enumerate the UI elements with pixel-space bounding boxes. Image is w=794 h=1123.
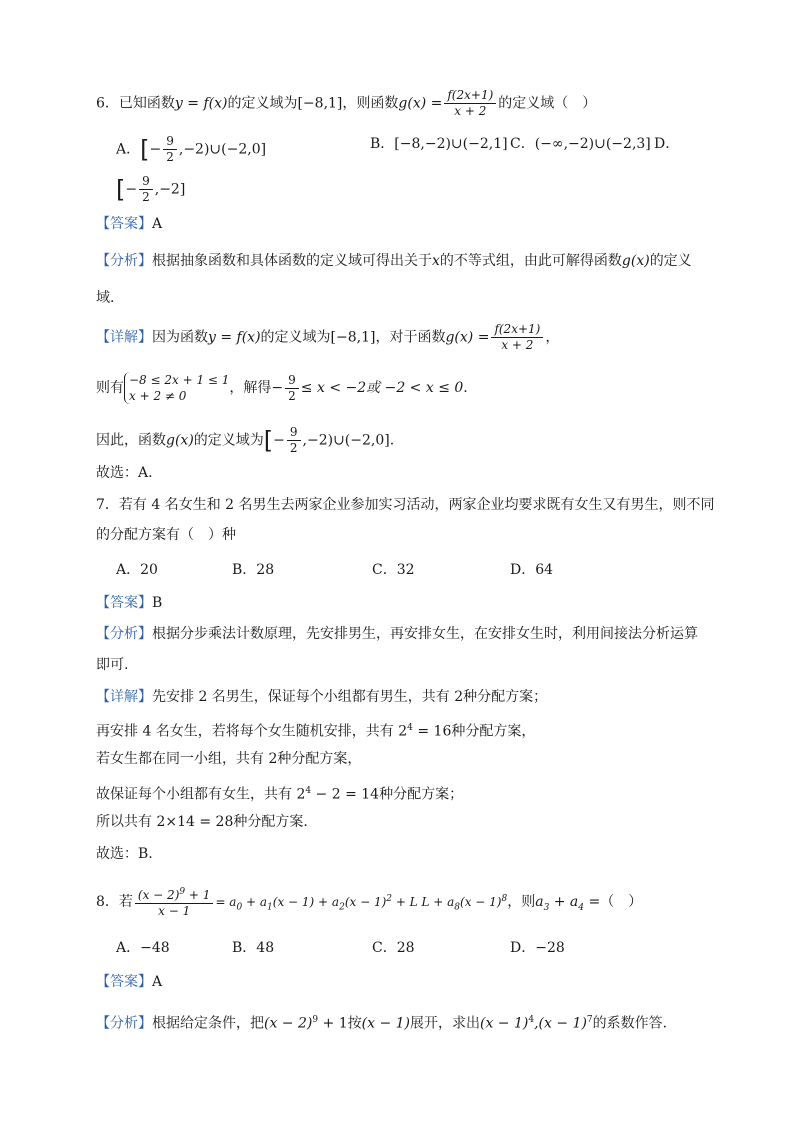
q6-stem-text: 6．已知函数 <box>96 95 175 112</box>
q6-detail-tag: 【详解】 <box>96 329 152 346</box>
q8-analysis-expr: (x − 2) <box>264 1015 313 1032</box>
q6-fraction-denominator: x + 2 <box>454 104 487 118</box>
q6-fraction-numerator: f(2x+1) <box>444 88 496 104</box>
q6-option-c[interactable]: C．(−∞,−2)∪(−2,3] <box>510 136 651 152</box>
q6-option-d[interactable]: D． <box>654 136 680 152</box>
q7-answer-tag: 【答案】 <box>96 595 152 611</box>
q6-solve-fraction <box>285 373 299 404</box>
q8-stem-text: 8．若 <box>96 894 133 910</box>
q8-analysis-text: 根据给定条件，把 <box>152 1015 264 1032</box>
q6-option-a-rest: ,−2)∪(−2,0] <box>178 141 267 158</box>
q6-analysis <box>96 251 692 271</box>
q7-answer-value: B <box>152 595 163 611</box>
q8-frac-num-rest: + 1 <box>185 888 211 902</box>
q6-inequality-line: 则有 −8 ≤ 2x + 1 ≤ 1 x + 2 ≠ 0 ，解得− $\frac{9}{2}$ ≤ x < −2或 −2 < x ≤ 0. <box>96 372 468 403</box>
q6-detail-frac-num: f(2x+1) <box>491 322 543 338</box>
q8-answer <box>96 972 162 992</box>
q7-choose: 故选：B. <box>96 846 153 862</box>
q6-option-d-rest: ,−2] <box>154 181 186 198</box>
q7-detail-2-rest: = 16种分配方案， <box>412 723 536 740</box>
q6-hence-frac-num: 9 <box>287 425 301 441</box>
q8-fraction-denominator: x − 1 <box>158 904 191 918</box>
q6-analysis-g: g(x) <box>621 253 650 269</box>
q6-analysis-tag: 【分析】 <box>96 253 152 269</box>
q6-stem-text-2: 的定义域为 <box>227 95 298 112</box>
q6-answer <box>96 214 162 234</box>
q8-option-c[interactable]: C．28 <box>372 940 415 956</box>
q7-analysis-text: 根据分步乘法计数原理，先安排男生，再安排女生，在安排女生时，利用间接法分析运算 <box>152 626 698 642</box>
q8-option-a[interactable]: A．−48 <box>116 940 170 956</box>
q6-fraction <box>444 88 496 119</box>
q6-solve-text: ，解得 <box>229 380 272 396</box>
q6-solve-range: ≤ x < −2或 −2 < x ≤ 0 <box>300 380 464 396</box>
q6-option-d-frac-den: 2 <box>142 190 150 204</box>
q6-option-d-fraction <box>139 174 153 205</box>
q6-inequality-2: x + 2 ≠ 0 <box>129 389 187 403</box>
q7-detail-line-2 <box>96 718 535 742</box>
q6-analysis-var: x <box>432 253 440 269</box>
q6-option-a[interactable]: A．[− $\frac{9}{2}$ ,−2)∪(−2,0] <box>116 134 267 164</box>
q7-detail-2-text: 再安排 4 名女生，若将每个女生随机安排，共有 2 <box>96 723 408 740</box>
q6-option-a-fraction <box>163 134 177 165</box>
q6-stem-text-4: 的定义域（ ） <box>498 95 597 112</box>
q6-option-a-bracket: [ <box>140 135 150 164</box>
q8-analysis-base: (x − 1) <box>361 1015 410 1032</box>
q6-detail-g: g(x) = <box>445 329 490 346</box>
q6-function-expr: y = f(x) <box>174 95 228 112</box>
q7-detail-line-4 <box>96 781 463 805</box>
q7-stem-line-1: 7．若有 4 名女生和 2 名男生去两家企业参加实习活动，两家企业均要求既有女生又有男生，则不同 <box>96 497 715 513</box>
q6-solve-frac-num: 9 <box>285 373 299 389</box>
q7-analysis <box>96 624 698 644</box>
q6-analysis-text: 根据抽象函数和具体函数的定义域可得出关于 <box>152 253 432 269</box>
q8-analysis-text-3: 展开，求出 <box>410 1015 480 1032</box>
q6-answer-value: A <box>152 216 163 232</box>
q6-detail-interval: [−8,1] <box>330 329 376 346</box>
q6-solve-frac-den: 2 <box>288 388 296 403</box>
q6-hence-interval: ,−2)∪(−2,0] <box>302 432 390 449</box>
q6-detail-text: 因为函数 <box>152 329 208 346</box>
q8-option-d[interactable]: D．−28 <box>510 940 565 956</box>
q7-option-d[interactable]: D．64 <box>510 562 554 578</box>
q7-detail-4-text: 故保证每个小组都有女生，共有 2 <box>96 786 306 803</box>
q6-domain-interval: [−8,1] <box>297 95 343 112</box>
q6-option-d-frac-num: 9 <box>139 174 153 190</box>
q6-solve-period: . <box>463 380 468 396</box>
q6-detail-text-4: ， <box>545 329 560 346</box>
q7-detail <box>96 687 547 707</box>
q7-detail-line-3: 若女生都在同一小组，共有 2种分配方案， <box>96 751 362 767</box>
q6-choose: 故选：A. <box>96 465 153 481</box>
q8-analysis-term-1: (x − 1) <box>480 1015 529 1032</box>
q6-hence-bracket: [ <box>263 426 274 455</box>
q8-analysis-text-2: + 1按 <box>318 1015 362 1032</box>
q7-detail-text-1: 先安排 2 名男生，保证每个小组都有男生，共有 2种分配方案； <box>152 689 548 705</box>
q7-option-b[interactable]: B．28 <box>232 562 275 578</box>
q8-analysis-tag: 【分析】 <box>96 1015 152 1032</box>
q6-option-a-label: A． <box>116 141 141 158</box>
q6-hence-text-2: 的定义域为 <box>193 432 264 449</box>
q6-analysis-cont: 域. <box>96 290 115 306</box>
q8-analysis-term-1-exp: 4 <box>528 1015 535 1025</box>
q8-fraction <box>135 885 214 919</box>
q6-option-d-bracket: [ <box>116 175 126 204</box>
q6-hence-period: . <box>389 432 395 449</box>
q6-option-a-frac-den: 2 <box>166 150 174 164</box>
q7-detail-4-rest: − 2 = 14种分配方案； <box>311 786 464 803</box>
q6-detail-func: y = f(x) <box>208 329 261 346</box>
q6-detail <box>96 322 559 353</box>
q8-analysis <box>96 1010 667 1034</box>
q8-stem-text-2: ，则 <box>507 894 536 910</box>
q6-detail-text-3: ，对于函数 <box>375 329 446 346</box>
q6-detail-frac-den: x + 2 <box>501 338 534 352</box>
q6-analysis-text-3: 的定义 <box>649 253 692 269</box>
q8-frac-num-base: (x − 2) <box>137 888 180 902</box>
q7-option-a[interactable]: A．20 <box>116 562 158 578</box>
q8-answer-tag: 【答案】 <box>96 974 152 990</box>
q7-detail-line-5: 所以共有 2×14 = 28种分配方案. <box>96 814 308 830</box>
q8-option-b[interactable]: B．48 <box>232 940 275 956</box>
q6-inequality-system <box>124 372 229 404</box>
q8-fraction-numerator <box>135 885 214 904</box>
q6-hence-frac-den: 2 <box>289 441 298 455</box>
q6-detail-text-2: 的定义域为 <box>260 329 331 346</box>
q8-ask-expr: $a_3 + a_4$ = <box>535 894 601 913</box>
q6-hence-g: g(x) <box>166 432 194 449</box>
q6-stem <box>96 88 596 119</box>
q8-analysis-expr-exp: 9 <box>312 1015 319 1025</box>
q6-answer-tag: 【答案】 <box>96 216 152 232</box>
q7-detail-2-exp: 4 <box>407 723 413 733</box>
q6-hence-text: 因此，函数 <box>96 432 166 449</box>
q6-detail-fraction <box>491 322 543 353</box>
q8-stem-text-3: （ ） <box>600 894 643 910</box>
q7-analysis-tag: 【分析】 <box>96 626 152 642</box>
q6-inequality-1: −8 ≤ 2x + 1 ≤ 1 <box>129 373 230 387</box>
q7-stem-line-2: 的分配方案有（ ）种 <box>96 527 236 543</box>
q7-answer <box>96 593 162 613</box>
q6-option-a-frac-num: 9 <box>163 134 177 150</box>
q6-option-d-value: [− $\frac{9}{2}$ ,−2] <box>116 174 186 204</box>
q7-option-c[interactable]: C．32 <box>372 562 415 578</box>
q8-analysis-term-2-exp: 7 <box>586 1015 593 1025</box>
q6-hence-fraction <box>287 425 301 456</box>
q6-hence: 因此，函数g(x)的定义域为[− $\frac{9}{2}$ ,−2)∪(−2,0]. <box>96 425 395 455</box>
q8-stem <box>96 885 642 919</box>
q7-detail-tag: 【详解】 <box>96 689 152 705</box>
q6-then-text: 则有 <box>96 380 124 396</box>
q8-expansion: = $a_0 + a_1(x - 1) + a_2(x - 1)^2 + L$ $L + a_8(x - 1)^8$ <box>215 894 508 913</box>
q6-g-expr: g(x) = <box>398 95 443 112</box>
q6-analysis-text-2: 的不等式组，由此可解得函数 <box>439 253 622 269</box>
q8-analysis-term-2: ,(x − 1) <box>534 1015 587 1032</box>
q6-stem-text-3: ，则函数 <box>342 95 399 112</box>
q8-frac-num-exp: 9 <box>179 887 186 897</box>
q8-answer-value: A <box>152 974 163 990</box>
q8-analysis-text-4: 的系数作答. <box>592 1015 668 1032</box>
q7-detail-4-exp: 4 <box>305 786 312 796</box>
q7-analysis-cont: 即可. <box>96 657 129 673</box>
q6-option-b[interactable]: B．[−8,−2)∪(−2,1] <box>370 136 508 152</box>
